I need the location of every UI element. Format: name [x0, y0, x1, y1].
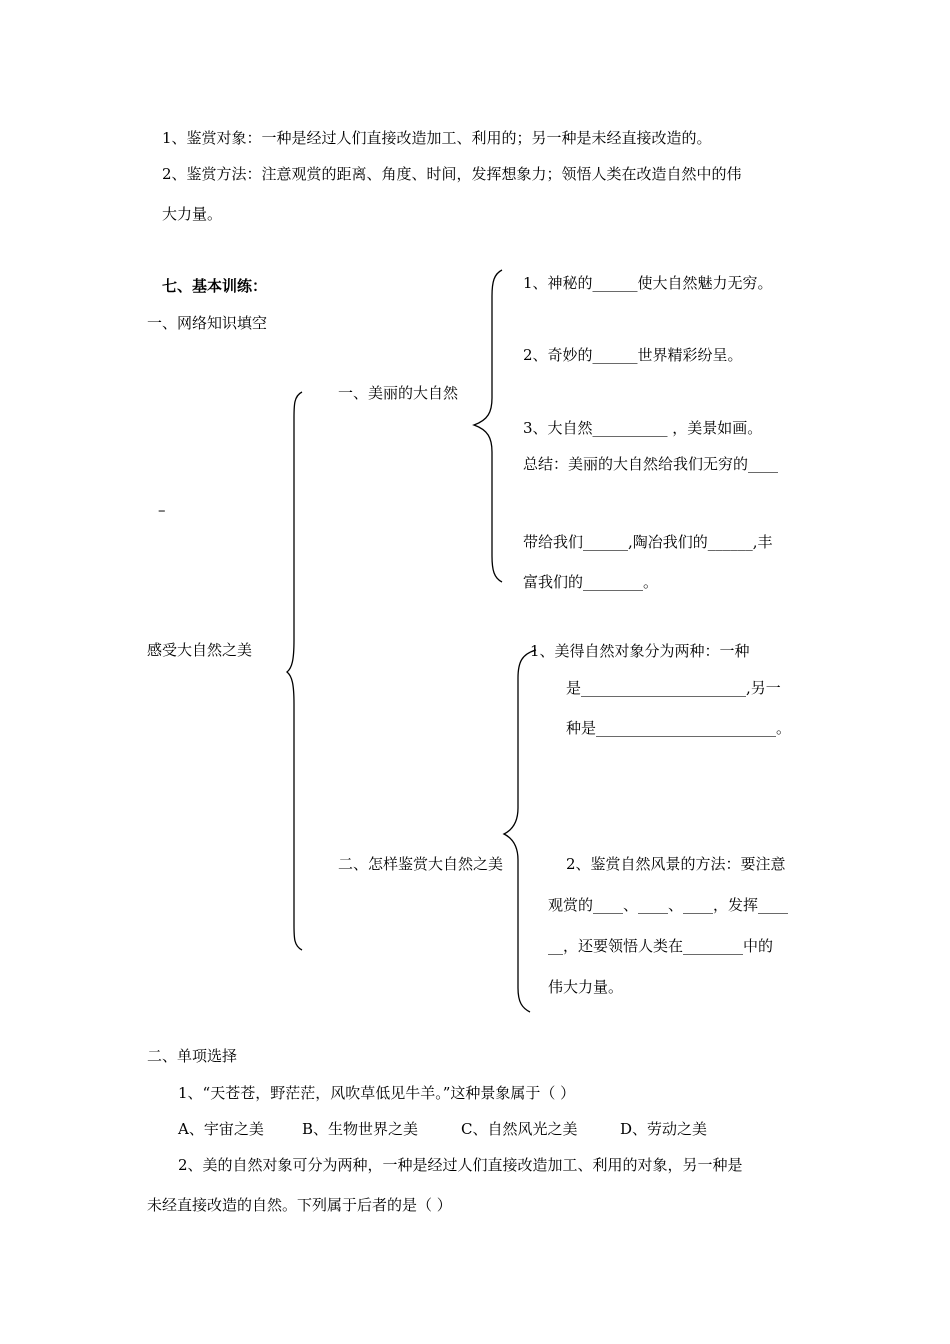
intro-line-2: 2、鉴赏方法：注意观赏的距离、角度、时间，发挥想象力；领悟人类在改造自然中的伟	[162, 165, 742, 183]
question-1: 1、“天苍苍，野茫茫，风吹草低见牛羊。”这种景象属于（ ）	[178, 1084, 576, 1102]
intro-line-1: 1、鉴赏对象：一种是经过人们直接改造加工、利用的；另一种是未经直接改造的。	[162, 129, 712, 147]
branch2-label: 二、怎样鉴赏大自然之美	[338, 855, 504, 873]
branch2-item-2-line-3: __，还要领悟人类在________中的	[548, 937, 774, 955]
branch1-item-1: 1、神秘的______使大自然魅力无穷。	[523, 274, 773, 292]
question-1-option-b: B、生物世界之美	[302, 1120, 419, 1138]
question-1-option-c: C、自然风光之美	[461, 1120, 578, 1138]
branch1-summary-line-3: 富我们的________。	[523, 573, 659, 591]
branch1-label: 一、美丽的大自然	[338, 384, 459, 402]
part-two-title: 二、单项选择	[147, 1047, 238, 1065]
branch1-summary-line-1: 总结：美丽的大自然给我们无穷的____	[523, 455, 779, 473]
dash-mark: –	[158, 501, 166, 519]
branch2-brace	[504, 650, 536, 1012]
branch1-item-3: 3、大自然__________ ，美景如画。	[523, 419, 763, 437]
intro-line-2-continued: 大力量。	[162, 205, 223, 223]
root-brace	[287, 392, 302, 950]
branch2-item-2-line-1: 2、鉴赏自然风景的方法：要注意	[566, 855, 786, 873]
question-2-line-2: 未经直接改造的自然。下列属于后者的是（ ）	[147, 1196, 452, 1214]
section-title: 七、基本训练：	[162, 277, 268, 295]
branch2-item-2-line-2: 观赏的____、____、____，发挥____	[548, 896, 789, 914]
question-2-line-1: 2、美的自然对象可分为两种，一种是经过人们直接改造加工、利用的对象，另一种是	[178, 1156, 743, 1174]
branch2-item-1-line-3: 种是________________________。	[566, 719, 792, 737]
branch1-item-2: 2、奇妙的______世界精彩纷呈。	[523, 346, 743, 364]
branch1-brace	[474, 270, 502, 582]
question-1-option-a: A、宇宙之美	[178, 1120, 264, 1138]
branch1-summary-line-2: 带给我们______,陶冶我们的______,丰	[523, 533, 773, 551]
branch2-item-1-line-2: 是______________________,另一	[566, 679, 781, 697]
part-one-title: 一、网络知识填空	[147, 314, 268, 332]
branch2-item-2-line-4: 伟大力量。	[548, 978, 624, 996]
question-1-option-d: D、劳动之美	[620, 1120, 708, 1138]
diagram-root-label: 感受大自然之美	[147, 641, 253, 659]
branch2-item-1-line-1: 1、美得自然对象分为两种：一种	[530, 642, 750, 660]
